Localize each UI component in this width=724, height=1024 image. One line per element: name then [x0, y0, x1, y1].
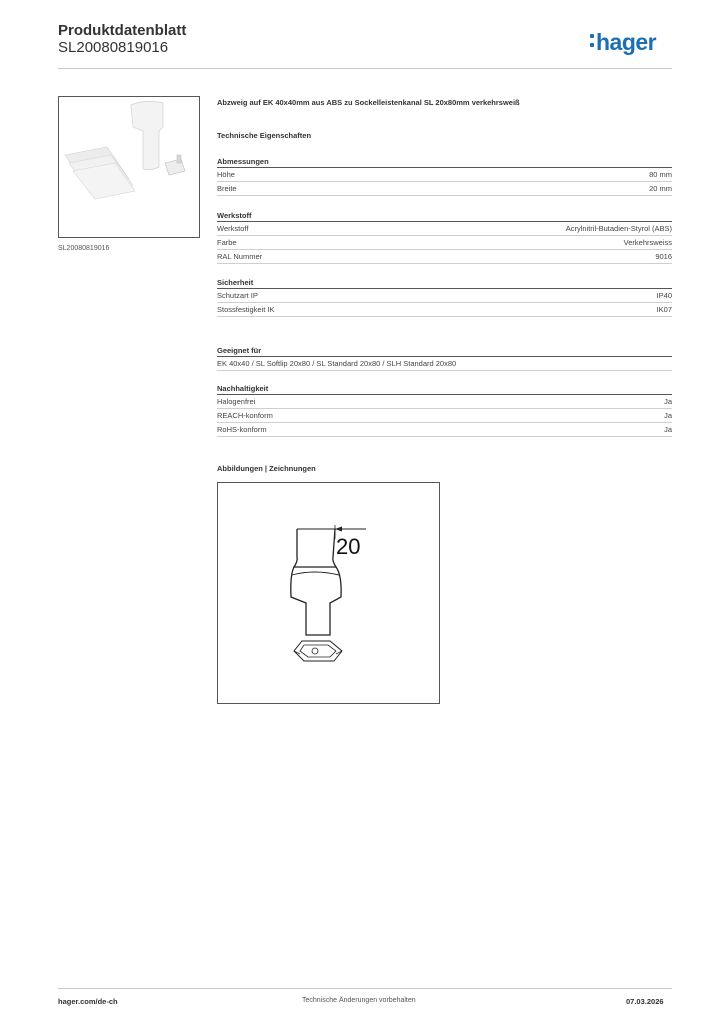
- section-title: Werkstoff: [217, 210, 672, 222]
- row-value: Verkehrsweiss: [623, 238, 672, 247]
- row-label: Halogenfrei: [217, 397, 256, 406]
- table-row: [217, 395, 672, 409]
- section-title: Nachhaltigkeit: [217, 383, 672, 395]
- section-abmessungen: [217, 156, 672, 196]
- product-image-caption: SL20080819016: [58, 245, 110, 252]
- row-value: 20 mm: [649, 184, 672, 193]
- table-row: [217, 250, 672, 264]
- table-row: [217, 222, 672, 236]
- technical-drawing: [217, 482, 440, 704]
- dimension-label: 20: [336, 534, 361, 559]
- row-value: 80 mm: [649, 170, 672, 179]
- section-title: Geeignet für: [217, 345, 672, 357]
- document-number: SL20080819016: [58, 39, 169, 56]
- row-label: EK 40x40 / SL Softlip 20x80 / SL Standard 20x80 / SLH Standard 20x80: [217, 359, 457, 368]
- row-label: Werkstoff: [217, 224, 249, 233]
- product-photo-icon: [59, 97, 199, 237]
- footer-website-link[interactable]: hager.com/de-ch: [58, 997, 118, 1006]
- section-title: Sicherheit: [217, 277, 672, 289]
- footer-note: Technische Änderungen vorbehalten: [302, 997, 416, 1004]
- table-row: [217, 168, 672, 182]
- row-value: Acrylnitril-Butadien-Styrol (ABS): [565, 224, 672, 233]
- row-label: Breite: [217, 184, 237, 193]
- row-value: 9016: [655, 252, 672, 261]
- section-werkstoff: [217, 210, 672, 264]
- section-geeignet-fuer: [217, 345, 672, 371]
- logo-text: hager: [596, 29, 657, 55]
- document-title: Produktdatenblatt: [58, 22, 187, 39]
- section-title: Abbildungen | Zeichnungen: [217, 464, 316, 473]
- header-divider: [58, 68, 672, 69]
- section-nachhaltigkeit: [217, 383, 672, 437]
- logo-dots-icon: [590, 29, 594, 47]
- drawing-svg: [218, 483, 439, 703]
- product-image: [58, 96, 200, 238]
- product-heading: Abzweig auf EK 40x40mm aus ABS zu Sockelleistenkanal SL 20x80mm verkehrsweiß: [217, 98, 520, 107]
- row-value: IK07: [656, 305, 672, 314]
- section-sicherheit: [217, 277, 672, 317]
- table-row: [217, 289, 672, 303]
- row-label: Stossfestigkeit IK: [217, 305, 275, 314]
- table-row: [217, 357, 672, 371]
- row-label: Farbe: [217, 238, 237, 247]
- row-value: IP40: [656, 291, 672, 300]
- table-row: [217, 303, 672, 317]
- row-value: Ja: [664, 397, 672, 406]
- row-label: Höhe: [217, 170, 235, 179]
- table-row: [217, 236, 672, 250]
- row-label: REACH-konform: [217, 411, 273, 420]
- row-label: RoHS-konform: [217, 425, 267, 434]
- row-label: RAL Nummer: [217, 252, 263, 261]
- row-value: Ja: [664, 425, 672, 434]
- table-row: [217, 409, 672, 423]
- technical-properties-heading: Technische Eigenschaften: [217, 131, 312, 140]
- footer-date: 07.03.2026: [626, 997, 664, 1006]
- row-label: Schutzart IP: [217, 291, 258, 300]
- hager-logo: [590, 29, 656, 56]
- section-title: Abmessungen: [217, 156, 672, 168]
- section-drawings: [217, 463, 672, 474]
- table-row: [217, 423, 672, 437]
- row-value: Ja: [664, 411, 672, 420]
- table-row: [217, 182, 672, 196]
- footer-divider: [58, 988, 672, 989]
